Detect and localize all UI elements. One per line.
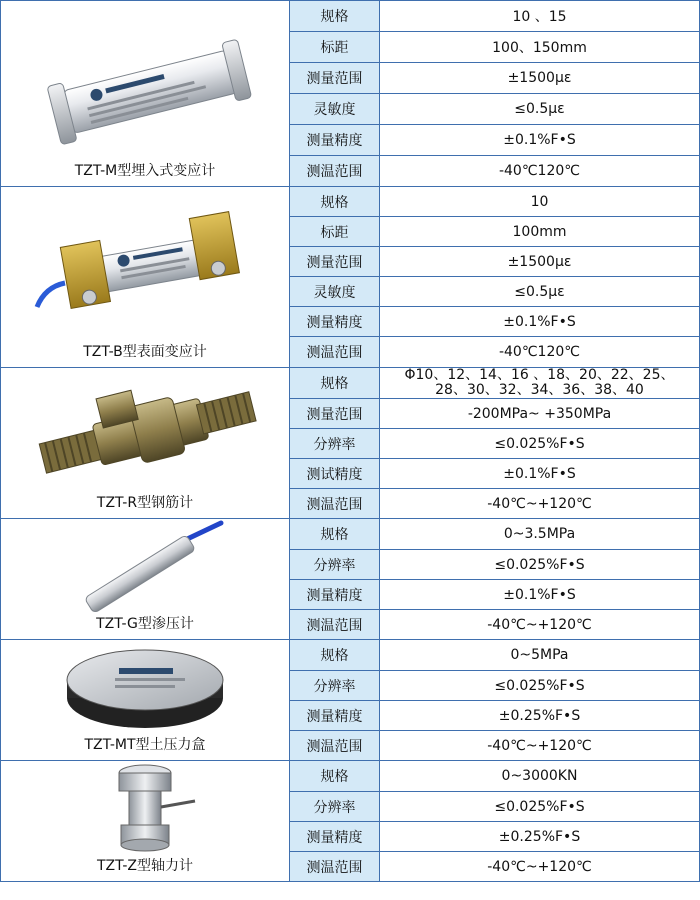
spec-label: 标距: [290, 32, 380, 63]
spec-label: 分辨率: [290, 671, 380, 701]
spec-label: 标距: [290, 217, 380, 247]
product-name: TZT-MT型土压力盒: [84, 737, 206, 753]
spec-value: ±0.1%F•S: [380, 580, 700, 610]
spec-label: 灵敏度: [290, 94, 380, 125]
spec-label: 分辨率: [290, 550, 380, 580]
spec-label: 测温范围: [290, 731, 380, 761]
product-name: TZT-Z型轴力计: [96, 858, 194, 874]
spec-value: 100、150mm: [380, 32, 700, 63]
surface-strain-gauge-image: [25, 187, 265, 337]
axial-force-meter-image: [25, 761, 265, 857]
table-row: [1, 761, 700, 792]
spec-value: -200MPa~ +350MPa: [380, 399, 700, 429]
spec-label: 分辨率: [290, 792, 380, 822]
spec-value: -40℃~+120℃: [380, 852, 700, 882]
spec-label: 规格: [290, 640, 380, 671]
product-name: TZT-B型表面变应计: [83, 344, 207, 360]
spec-value: 100mm: [380, 217, 700, 247]
spec-label: 测量精度: [290, 822, 380, 852]
spec-value: 0~5MPa: [380, 640, 700, 671]
table-row: [1, 1, 700, 32]
spec-label: 规格: [290, 761, 380, 792]
table-row: [1, 640, 700, 671]
spec-value: ±0.1%F•S: [380, 459, 700, 489]
spec-value: ≤0.025%F•S: [380, 550, 700, 580]
spec-label: 规格: [290, 1, 380, 32]
product-name: TZT-G型渗压计: [96, 616, 194, 632]
table-row: [1, 519, 700, 550]
spec-value: -40℃120℃: [380, 156, 700, 187]
spec-value: 10 、15: [380, 1, 700, 32]
spec-label: 规格: [290, 368, 380, 399]
embedded-strain-gauge-image: [25, 1, 265, 151]
spec-value: -40℃~+120℃: [380, 489, 700, 519]
spec-value: ±1500με: [380, 63, 700, 94]
spec-value: 0~3.5MPa: [380, 519, 700, 550]
product-cell-tzt-z: [1, 761, 290, 882]
spec-value: [380, 368, 700, 399]
spec-label: 测温范围: [290, 610, 380, 640]
spec-value: ≤0.5με: [380, 94, 700, 125]
spec-label: 测量精度: [290, 580, 380, 610]
spec-value: ≤0.5με: [380, 277, 700, 307]
spec-value: 10: [380, 187, 700, 217]
spec-label: 测温范围: [290, 156, 380, 187]
spec-label: 测量精度: [290, 125, 380, 156]
spec-value: -40℃~+120℃: [380, 610, 700, 640]
spec-value-line: Φ10、12、14、16 、18、20、22、25、: [404, 367, 675, 383]
spec-value-line: 28、30、32、34、36、38、40: [435, 382, 644, 398]
spec-value: ≤0.025%F•S: [380, 792, 700, 822]
spec-value: ±0.1%F•S: [380, 307, 700, 337]
spec-label: 测温范围: [290, 337, 380, 368]
spec-label: 分辨率: [290, 429, 380, 459]
spec-label: 规格: [290, 519, 380, 550]
spec-label: 测量精度: [290, 701, 380, 731]
product-name: TZT-R型钢筋计: [96, 495, 194, 511]
spec-value: 0~3000KN: [380, 761, 700, 792]
spec-label: 测量范围: [290, 399, 380, 429]
spec-label: 测试精度: [290, 459, 380, 489]
spec-value: -40℃120℃: [380, 337, 700, 368]
spec-label: 测量精度: [290, 307, 380, 337]
table-row: [1, 187, 700, 217]
product-name: TZT-M型埋入式变应计: [74, 163, 216, 179]
spec-label: 测温范围: [290, 489, 380, 519]
spec-value: ±0.25%F•S: [380, 822, 700, 852]
product-cell-tzt-mt: [1, 640, 290, 761]
piezometer-image: [25, 519, 265, 615]
spec-label: 规格: [290, 187, 380, 217]
spec-value: ±0.1%F•S: [380, 125, 700, 156]
earth-pressure-cell-image: [25, 640, 265, 736]
product-cell-tzt-r: [1, 368, 290, 519]
product-cell-tzt-g: [1, 519, 290, 640]
spec-value: ≤0.025%F•S: [380, 429, 700, 459]
spec-label: 灵敏度: [290, 277, 380, 307]
spec-value: ±0.25%F•S: [380, 701, 700, 731]
spec-label: 测量范围: [290, 63, 380, 94]
table-row: [1, 368, 700, 399]
spec-label: 测量范围: [290, 247, 380, 277]
product-cell-tzt-b: [1, 187, 290, 368]
rebar-meter-image: [25, 368, 265, 493]
spec-value: ≤0.025%F•S: [380, 671, 700, 701]
spec-value: ±1500με: [380, 247, 700, 277]
spec-value: -40℃~+120℃: [380, 731, 700, 761]
spec-label: 测温范围: [290, 852, 380, 882]
product-cell-tzt-m: [1, 1, 290, 187]
